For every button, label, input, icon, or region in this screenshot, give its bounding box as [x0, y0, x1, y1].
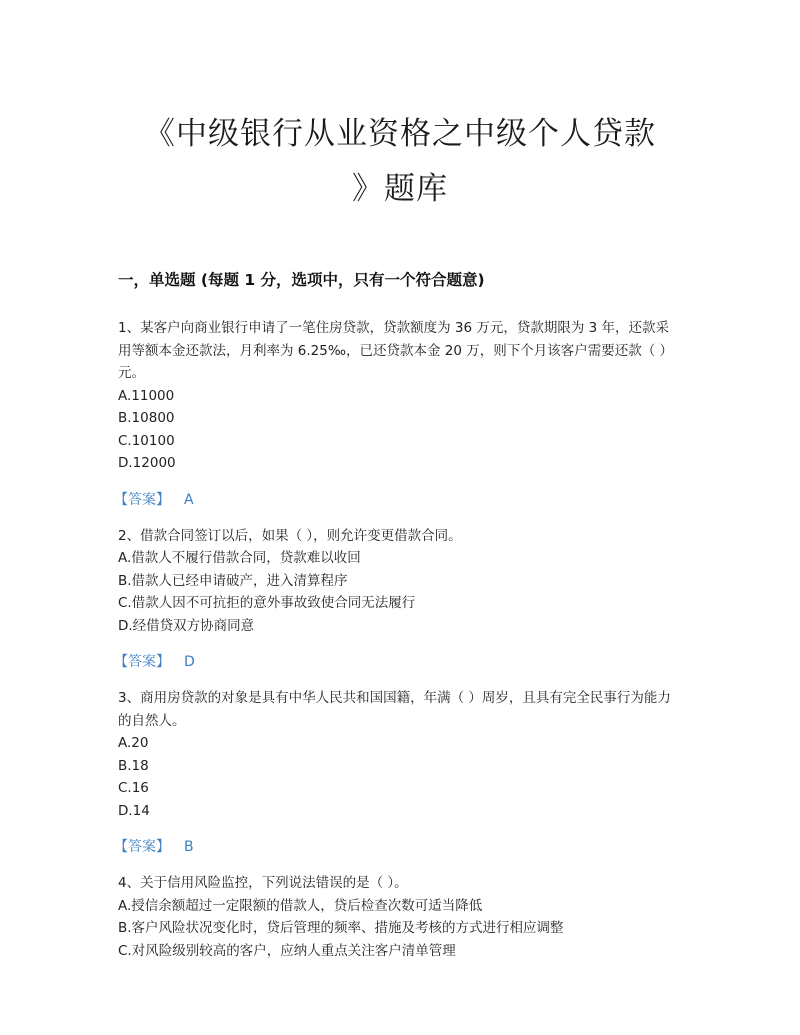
section-heading: 一，单选题 (每题 1 分，选项中，只有一个符合题意) — [118, 271, 485, 289]
document-title — [118, 0, 682, 217]
answer-label: 【答案】 — [114, 839, 170, 855]
answer-value: D — [184, 654, 195, 670]
document-title-line-1: 《中级银行从业资格之中级个人贷款 — [144, 116, 656, 152]
option-a: A.11000 — [118, 387, 175, 404]
answer-line — [114, 836, 682, 858]
answer-value: B — [184, 839, 194, 855]
answer-value: A — [184, 491, 194, 508]
option-a: A.借款人不履行借款合同，贷款难以收回 — [118, 550, 361, 566]
option-d: D.12000 — [118, 455, 176, 471]
option-d: D.经借贷双方协商同意 — [118, 617, 255, 634]
option-a: A.授信余额超过一定限额的借款人，贷后检查次数可适当降低 — [118, 897, 483, 914]
document-title-line-2: 》题库 — [352, 171, 448, 207]
question-stem: 2、借款合同签订以后，如果（ ），则允许变更借款合同。 — [118, 527, 462, 544]
answer-label: 【答案】 — [114, 491, 170, 508]
option-a: A.20 — [118, 735, 149, 751]
question-4 — [118, 872, 682, 962]
option-b: B.借款人已经申请破产，进入清算程序 — [118, 572, 348, 589]
question-1 — [114, 317, 682, 511]
option-d: D.14 — [118, 802, 150, 819]
option-c: C.对风险级别较高的客户，应纳人重点关注客户清单管理 — [118, 942, 456, 959]
option-b: B.10800 — [118, 410, 175, 426]
question-3 — [114, 687, 682, 858]
option-c: C.16 — [118, 780, 149, 796]
question-2 — [114, 525, 682, 674]
answer-line — [114, 651, 682, 673]
question-stem: 1、某客户向商业银行申请了一笔住房贷款，贷款额度为 36 万元，贷款期限为 3 年，还款采用等额本金还款法，月利率为 6.25‰，已还贷款本金 20 万，则下个月该客户需要还款（ ）元。 — [118, 320, 674, 381]
option-c: C.借款人因不可抗拒的意外事故致使合同无法履行 — [118, 595, 416, 611]
answer-label: 【答案】 — [114, 654, 170, 670]
question-stem: 3、商用房贷款的对象是具有中华人民共和国国籍，年满（ ）周岁，且具有完全民事行为能力的自然人。 — [118, 690, 671, 729]
answer-line — [114, 489, 682, 511]
option-c: C.10100 — [118, 432, 175, 449]
question-stem: 4、关于信用风险监控，下列说法错误的是（ ）。 — [118, 875, 408, 891]
option-b: B.18 — [118, 757, 149, 774]
option-b: B.客户风险状况变化时，贷后管理的频率、措施及考核的方式进行相应调整 — [118, 920, 564, 936]
